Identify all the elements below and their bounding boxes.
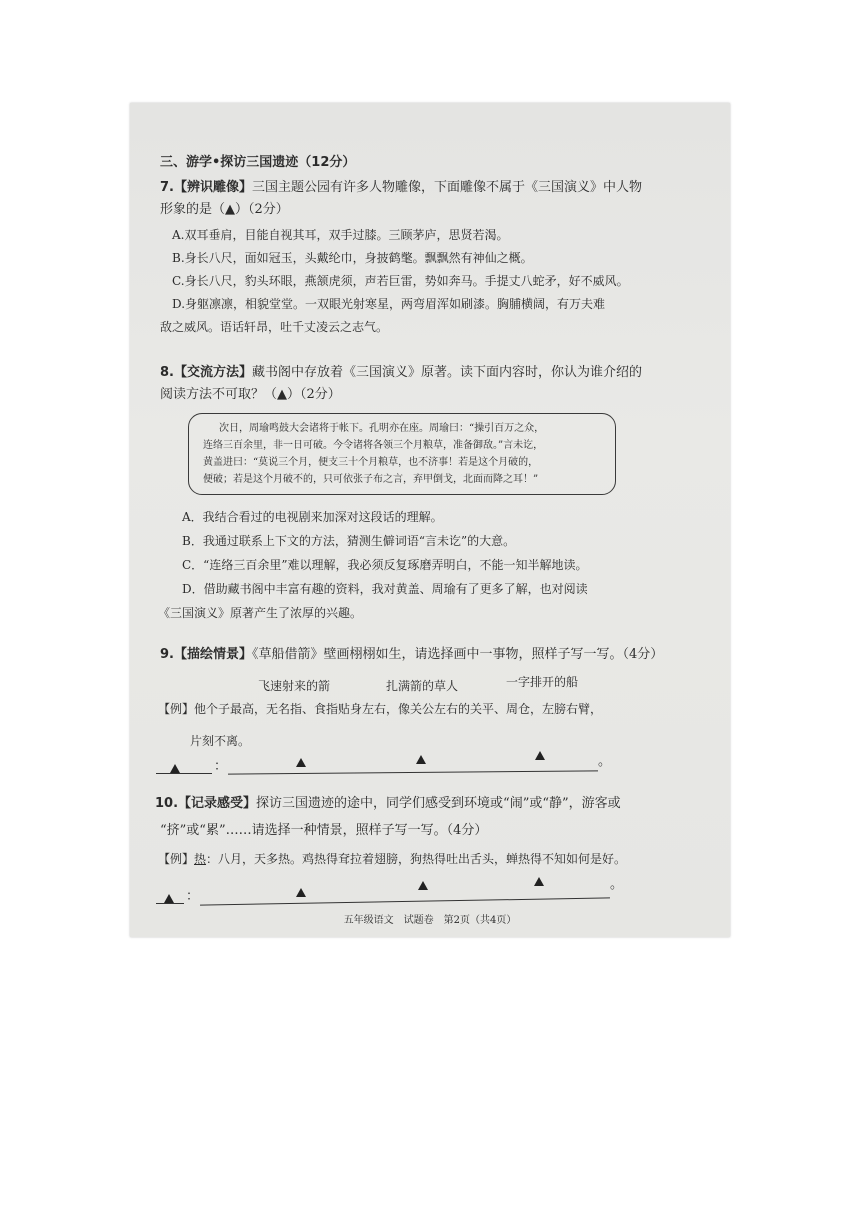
q9-triangle-4 [535,751,545,760]
q8-line2: 阅读方法不可取？（▲）（2分） [160,387,341,402]
q10-example-label: 【例】 [158,852,195,866]
q10-triangle-3 [418,881,428,890]
q7-tag: 【辨识雕像】 [173,180,252,195]
q9-example-text: 他个子最高，无名指、食指贴身左右，像关公左右的关平、周仓，左膀右臂， [194,702,603,716]
q10-number: 10. [155,796,179,811]
q9-answer-period: 。 [598,754,612,769]
q10-answer-blank-short[interactable] [156,903,184,904]
section-title: 三、游学•探访三国遗迹（12分） [160,155,356,170]
q8-number: 8. [160,365,174,380]
q10-triangle-4 [534,877,544,886]
q8-line1 [160,365,642,381]
quote-line-1: 次日，周瑜鸣鼓大会诸将于帐下。孔明亦在座。周瑜曰：“操引百万之众， [219,423,545,434]
q9-triangle-2 [296,758,306,767]
quote-line-3: 黄盖进曰：“莫说三个月，便支三十个月粮草，也不济事！若是这个月破的， [203,457,539,468]
q10-tag: 【记录感受】 [178,796,257,811]
q7-option-c: C.身长八尺，豹头环眼，燕颔虎须，声若巨雷，势如奔马。手提丈八蛇矛，好不威风。 [172,274,629,288]
q8-option-d-cont: 《三国演义》原著产生了浓厚的兴趣。 [158,606,363,620]
q7-option-b: B.身长八尺，面如冠玉，头戴纶巾，身披鹤氅。飘飘然有神仙之概。 [172,251,533,265]
q10-answer-period: 。 [610,877,624,892]
q9-choice-scarecrow: 扎满箭的草人 [386,679,459,693]
q10-answer-colon: ： [186,889,200,904]
q9-triangle-1 [170,764,180,773]
q8-option-c: C．“连络三百余里”难以理解，我必须反复琢磨弄明白，不能一知半解地读。 [182,558,588,572]
q9-answer-blank-long[interactable] [228,770,598,774]
q8-option-b: B．我通过联系上下文的方法，猜测生僻词语“言未讫”的大意。 [182,534,516,548]
q10-triangle-1 [164,894,174,903]
page-footer: 五年级语文 试题卷 第2页（共4页） [343,915,517,926]
q9-stem: 《草船借箭》壁画栩栩如生，请选择画中一事物，照样子写一写。（4分） [252,647,664,662]
q9-answer-colon: ： [214,759,228,774]
q10-line1 [155,796,621,812]
q10-stem: 探访三国遗迹的途中，同学们感受到环境或“闹”或“静”，游客或 [256,796,621,811]
q7-line1 [160,180,642,196]
q9-triangle-3 [416,755,426,764]
q7-option-a: A.双耳垂肩，目能自视其耳，双手过膝。三顾茅庐，思贤若渴。 [172,228,509,242]
q9-line1 [160,647,663,663]
q9-tag: 【描绘情景】 [173,647,252,662]
q10-example-text: ：八月，天多热。鸡热得耷拉着翅膀，狗热得吐出舌头，蝉热得不知如何是好。 [206,852,627,866]
q8-option-d: D．借助藏书阁中丰富有趣的资料，我对黄盖、周瑜有了更多了解，也对阅读 [182,582,588,596]
exam-page-photo [130,103,730,937]
q9-number: 9. [160,647,174,662]
q8-option-a: A．我结合看过的电视剧来加深对这段话的理解。 [182,510,443,524]
q10-line2: “挤”或“累”……请选择一种情景，照样子写一写。（4分） [160,823,488,838]
q8-quote-box [188,413,616,495]
q9-answer-blank-short[interactable] [156,773,212,774]
q7-line2: 形象的是（▲）（2分） [160,202,289,217]
q8-stem: 藏书阁中存放着《三国演义》原著。读下面内容时，你认为谁介绍的 [252,365,643,380]
quote-line-2: 连络三百余里，非一日可破。今令诸将各领三个月粮草，准备御敌。”言未讫， [203,440,544,451]
q7-option-d: D.身躯凛凛，相貌堂堂。一双眼光射寒星，两弯眉浑如刷漆。胸脯横阔，有万夫难 [172,297,606,311]
q10-example [158,851,626,867]
q7-number: 7. [160,180,174,195]
q9-example-line1 [158,701,602,717]
q10-triangle-2 [296,888,306,897]
q7-option-d-cont: 敌之威风。语话轩昂，吐千丈凌云之志气。 [160,320,389,334]
q9-choice-boats: 一字排开的船 [506,675,579,689]
quote-line-4: 便破；若是这个月破不的，只可依张子布之言，弃甲倒戈，北面而降之耳！” [203,474,539,485]
q7-stem: 三国主题公园有许多人物雕像，下面雕像不属于《三国演义》中人物 [252,180,643,195]
q10-answer-blank-long[interactable] [200,897,610,905]
q9-choice-arrow: 飞速射来的箭 [258,679,331,693]
q10-example-word: 热 [194,852,207,866]
q9-example-line2: 片刻不离。 [190,734,251,748]
q8-tag: 【交流方法】 [173,365,252,380]
q9-example-label: 【例】 [158,702,195,716]
